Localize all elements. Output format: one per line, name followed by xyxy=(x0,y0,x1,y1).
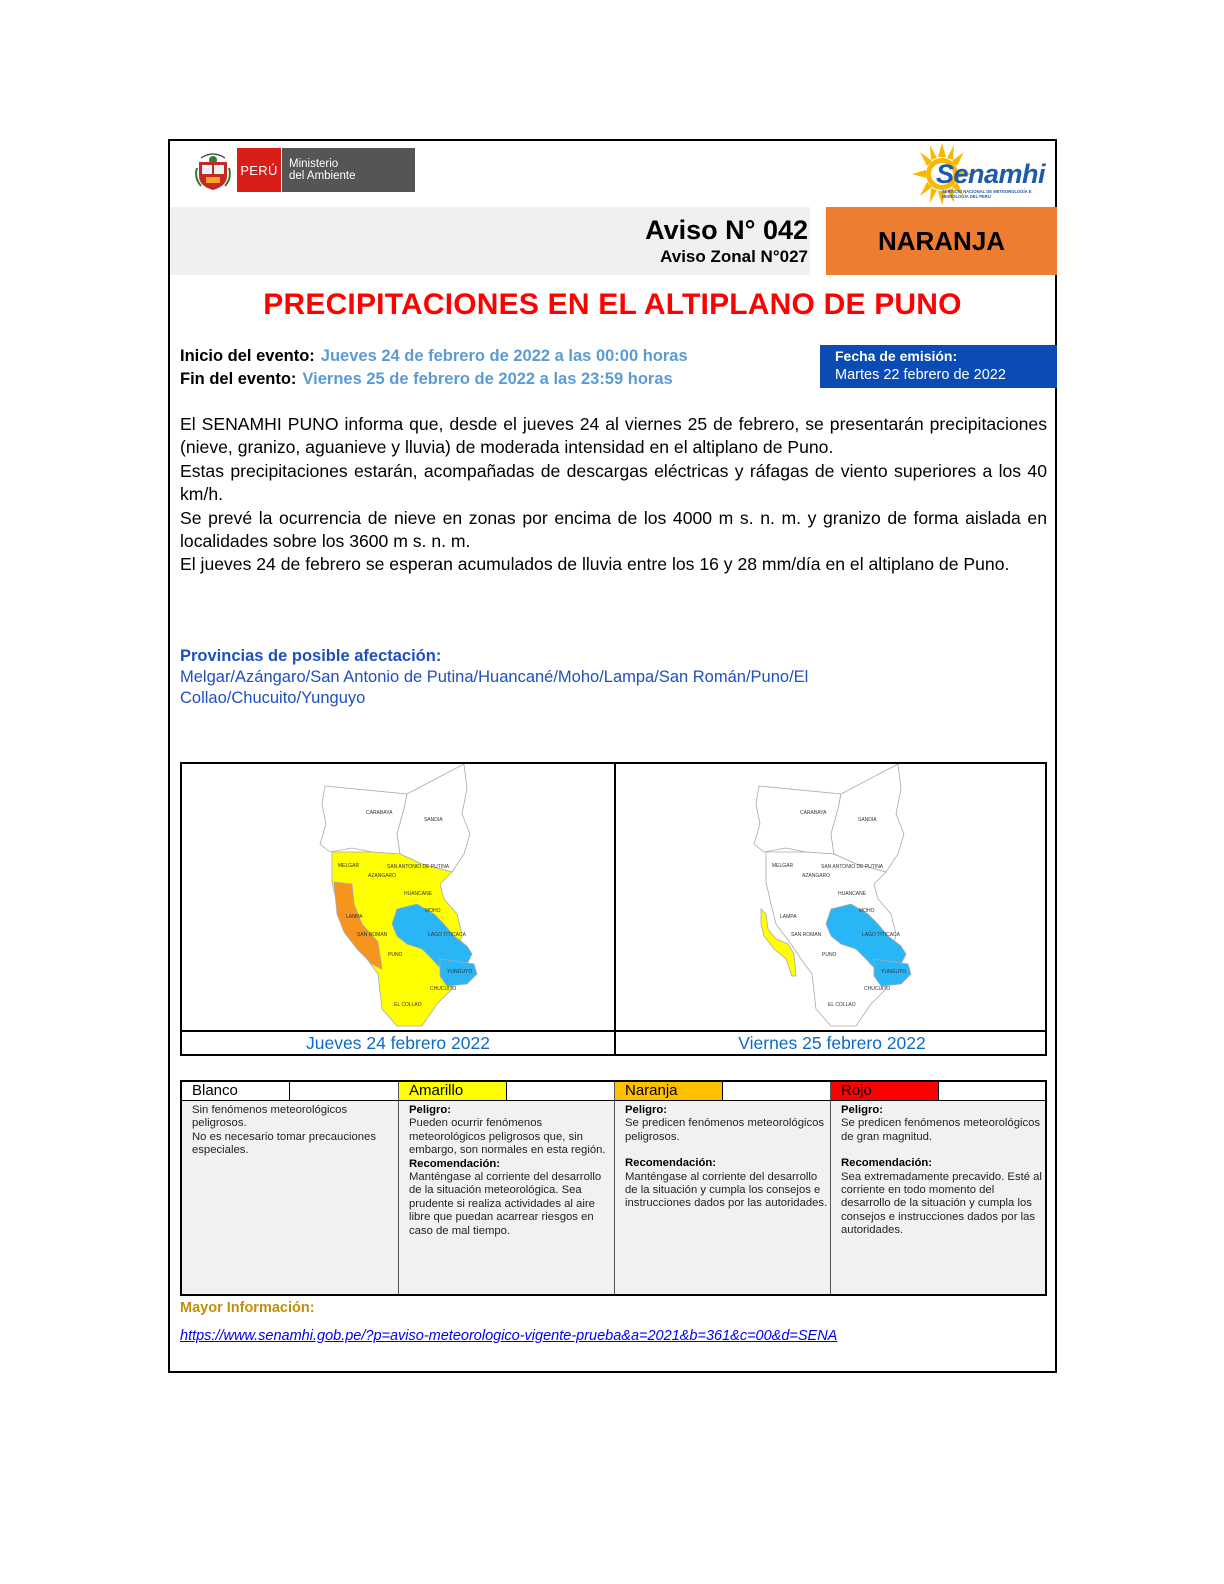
forecast-maps-table xyxy=(180,762,1047,1056)
senamhi-logo xyxy=(912,143,1054,205)
map-label: YUNGUYO xyxy=(881,969,907,975)
aviso-zonal-number: Aviso Zonal N°027 xyxy=(660,247,808,266)
puno-map-day-1 xyxy=(182,764,614,1030)
alert-level-legend xyxy=(180,1080,1047,1296)
more-info-label: Mayor Información: xyxy=(180,1300,315,1316)
legend-swatch-rojo: Rojo xyxy=(831,1082,939,1100)
map-label: EL COLLAO xyxy=(828,1002,856,1008)
map-label: HUANCANE xyxy=(404,891,433,897)
warning-description xyxy=(180,413,1047,577)
map-label: SAN ROMAN xyxy=(791,932,822,938)
map-label: LAGO TITICACA xyxy=(862,932,900,938)
ministry-line-2: del Ambiente xyxy=(289,170,356,182)
event-start-label: Inicio del evento: xyxy=(180,347,315,365)
event-end xyxy=(180,368,688,391)
map-label: SANDIA xyxy=(424,817,443,823)
map-label: CARABAYA xyxy=(800,810,827,816)
map-label: MELGAR xyxy=(772,863,794,869)
page-title: PRECIPITACIONES EN EL ALTIPLANO DE PUNO xyxy=(263,288,962,321)
puno-map-day-2 xyxy=(616,764,1048,1030)
map-label: CARABAYA xyxy=(366,810,393,816)
legend-blanco xyxy=(182,1082,398,1294)
aviso-number: Aviso N° 042 xyxy=(645,215,808,245)
paragraph: Se prevé la ocurrencia de nieve en zonas por encima de los 4000 m s. n. m. y granizo de forma aislada en localidades sobre los 3600 m s. n. m. xyxy=(180,507,1047,552)
senamhi-wordmark: Senamhi xyxy=(936,159,1046,189)
emission-label: Fecha de emisión: xyxy=(835,348,958,364)
map-label: MELGAR xyxy=(338,863,360,869)
map-label: HUANCANE xyxy=(838,891,867,897)
map-label: MOHO xyxy=(425,908,441,914)
more-info-link[interactable]: https://www.senamhi.gob.pe/?p=aviso-meteorologico-vigente-prueba&a=2021&b=361&c=00&d=SENA xyxy=(180,1328,838,1344)
emission-date-box xyxy=(820,345,1057,388)
event-dates xyxy=(180,345,688,391)
alert-level-badge: NARANJA xyxy=(826,207,1057,275)
affected-provinces xyxy=(180,646,880,709)
map-label: SAN ROMAN xyxy=(357,932,388,938)
map-label: AZANGARO xyxy=(368,873,397,879)
provinces-title: Provincias de posible afectación: xyxy=(180,647,442,665)
danger-label: Peligro: xyxy=(841,1104,884,1116)
map-label: SAN ANTONIO DE PUTINA xyxy=(387,864,450,870)
map-label: PUNO xyxy=(388,952,403,958)
aviso-band xyxy=(170,207,810,275)
ministry-line-1: Ministerio xyxy=(289,158,339,170)
legend-amarillo xyxy=(398,1082,614,1294)
map-label: MOHO xyxy=(859,908,875,914)
map-label: LAGO TITICACA xyxy=(428,932,466,938)
region-carabaya xyxy=(320,786,407,854)
map-caption-day-1: Jueves 24 febrero 2022 xyxy=(306,1033,490,1053)
map-label: YUNGUYO xyxy=(447,969,473,975)
danger-text: Se predicen fenómenos meteorológicos peligrosos. xyxy=(625,1117,825,1143)
map-label: PUNO xyxy=(822,952,837,958)
recommendation-label: Recomendación: xyxy=(409,1157,501,1170)
legend-rojo xyxy=(830,1082,1045,1294)
peru-ministry-logo xyxy=(195,148,415,192)
event-start-value: Jueves 24 de febrero de 2022 a las 00:00 horas xyxy=(320,347,688,365)
map-label: LAMPA xyxy=(346,914,363,920)
peru-label: PERÚ xyxy=(237,148,281,192)
danger-label: Peligro: xyxy=(409,1104,452,1116)
legend-swatch-amarillo: Amarillo xyxy=(399,1082,507,1100)
paragraph: El jueves 24 de febrero se esperan acumulados de lluvia entre los 16 y 28 mm/día en el altiplano de Puno. xyxy=(180,554,1010,575)
event-start xyxy=(180,345,688,368)
provinces-list: Melgar/Azángaro/San Antonio de Putina/Huancané/Moho/Lampa/San Román/Puno/El Collao/Chucuito/Yunguyo xyxy=(180,668,809,707)
region-carabaya xyxy=(754,786,841,854)
map-label: CHUCUITO xyxy=(864,986,891,992)
paragraph: El SENAMHI PUNO informa que, desde el jueves 24 al viernes 25 de febrero, se presentarán precipitaciones (nieve, granizo, aguanieve y lluvia) de moderada intensidad en el altiplano de Puno. xyxy=(180,414,1047,458)
map-day-2 xyxy=(616,764,1048,1030)
event-end-label: Fin del evento: xyxy=(180,370,297,388)
map-caption-day-2: Viernes 25 febrero 2022 xyxy=(738,1033,926,1053)
recommendation-text: Sea extremadamente precavido. Esté al corriente en todo momento del desarrollo de la situación y cumpla los consejos e instrucciones dados por las autoridades. xyxy=(841,1170,1042,1237)
legend-swatch-naranja: Naranja xyxy=(615,1082,723,1100)
map-label: LAMPA xyxy=(780,914,797,920)
coat-of-arms-icon xyxy=(195,148,231,192)
map-label: SANDIA xyxy=(858,817,877,823)
legend-naranja xyxy=(614,1082,830,1294)
event-end-value: Viernes 25 de febrero de 2022 a las 23:59 horas xyxy=(302,370,673,388)
map-label: AZANGARO xyxy=(802,873,831,879)
danger-label: Peligro: xyxy=(625,1104,668,1116)
danger-text: Se predicen fenómenos meteorológicos de gran magnitud. xyxy=(841,1117,1041,1143)
emission-value: Martes 22 febrero de 2022 xyxy=(835,367,1006,383)
map-label: EL COLLAO xyxy=(394,1002,422,1008)
recommendation-label: Recomendación: xyxy=(625,1157,717,1170)
map-label: CHUCUITO xyxy=(430,986,457,992)
legend-text: No es necesario tomar precauciones especiales. xyxy=(192,1130,376,1157)
ministry-label xyxy=(282,148,415,192)
recommendation-text: Manténgase al corriente del desarrollo de la situación y cumpla los consejos e instrucciones dados por las autoridades. xyxy=(625,1170,828,1210)
danger-text: Pueden ocurrir fenómenos meteorológicos peligrosos que, sin embargo, son normales en esta región. xyxy=(409,1117,606,1157)
paragraph: Estas precipitaciones estarán, acompañadas de descargas eléctricas y ráfagas de viento superiores a los 40 km/h. xyxy=(180,460,1047,505)
senamhi-subtitle: SERVICIO NACIONAL DE METEOROLOGÍA E HIDROLOGÍA DEL PERÚ xyxy=(942,189,1032,199)
recommendation-label: Recomendación: xyxy=(841,1157,933,1170)
map-label: SAN ANTONIO DE PUTINA xyxy=(821,864,884,870)
map-day-1 xyxy=(182,764,614,1030)
recommendation-text: Manténgase al corriente del desarrollo de la situación meteorológica. Sea prudente si realiza actividades al aire libre que puedan acarrear riesgos en caso de mal tiempo. xyxy=(409,1171,602,1237)
legend-text: Sin fenómenos meteorológicos peligrosos. xyxy=(192,1104,348,1130)
legend-swatch-blanco: Blanco xyxy=(182,1082,290,1100)
